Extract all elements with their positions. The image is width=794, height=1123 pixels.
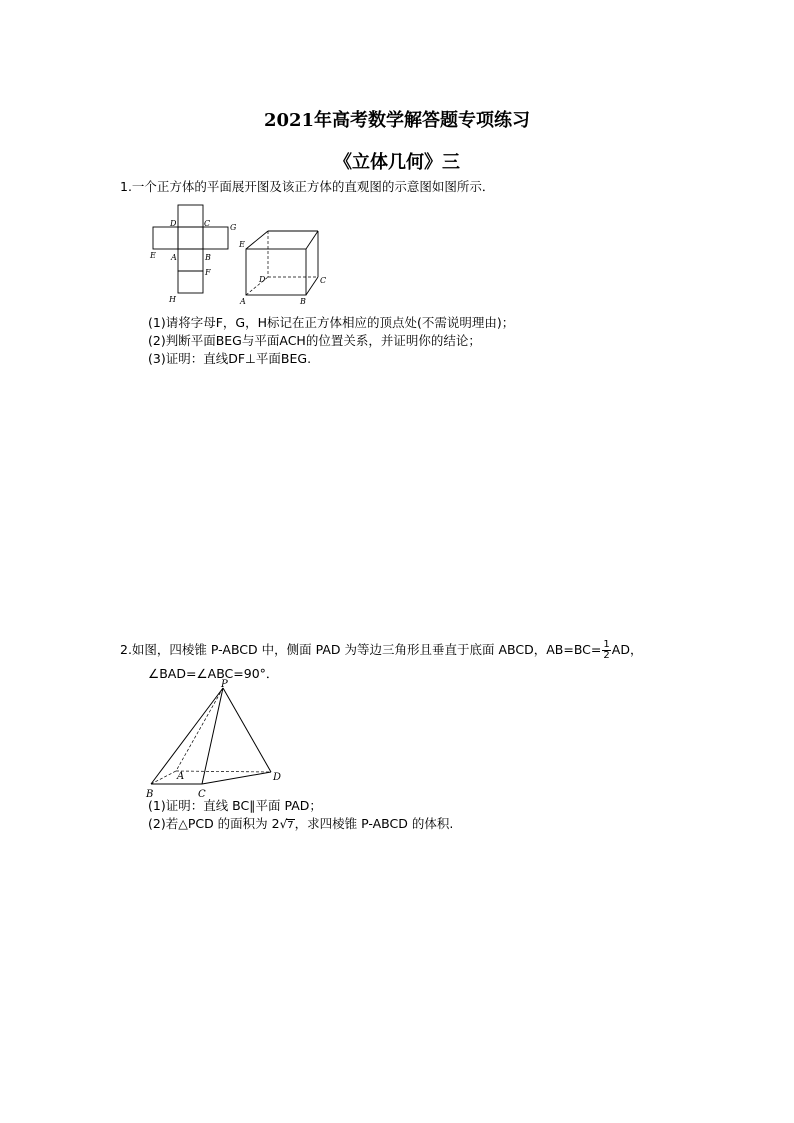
q2-sub2-part-b: ，求四棱锥 P-ABCD 的体积. xyxy=(294,816,454,831)
q1-cube-net-figure xyxy=(148,203,240,307)
net-label-H: H xyxy=(169,295,176,304)
q2-fraction-numerator: 1 xyxy=(603,639,610,650)
q2-sub1: (1)证明：直线 BC∥平面 PAD； xyxy=(148,798,322,813)
net-label-C: C xyxy=(204,219,211,228)
pyramid-label-C: C xyxy=(198,789,206,800)
q2-stem-part-b: AD， xyxy=(611,642,643,657)
q1-sub3: (3)证明：直线DF⊥平面BEG. xyxy=(148,351,312,366)
pyramid-label-D: D xyxy=(273,772,282,783)
q2-angle-condition: ∠BAD=∠ABC=90°． xyxy=(148,666,279,681)
q2-sub2 xyxy=(148,816,453,832)
net-label-B: B xyxy=(205,253,211,262)
net-label-F: F xyxy=(205,268,211,277)
q1-cube-figure xyxy=(236,225,332,308)
pyramid-label-P: P xyxy=(221,679,228,690)
pyramid-label-A: A xyxy=(177,771,185,782)
q1-sub2: (2)判断平面BEG与平面ACH的位置关系，并证明你的结论； xyxy=(148,333,481,348)
cube-label-D: D xyxy=(259,275,266,284)
q2-stem xyxy=(120,640,642,661)
cube-label-A: A xyxy=(240,297,246,306)
cube-label-E: E xyxy=(239,240,245,249)
q1-stem: 1.一个正方体的平面展开图及该正方体的直观图的示意图如图所示． xyxy=(120,179,495,194)
q2-fraction-denominator: 2 xyxy=(603,650,610,661)
net-label-D: D xyxy=(170,219,177,228)
cube-label-C: C xyxy=(320,276,327,285)
q2-sub2-part-a: (2)若△PCD 的面积为 2 xyxy=(148,816,280,831)
pyramid-label-B: B xyxy=(146,789,154,800)
net-label-G: G xyxy=(230,223,237,232)
net-label-E: E xyxy=(150,251,156,260)
q2-pyramid-figure xyxy=(145,678,285,801)
net-label-A: A xyxy=(171,253,177,262)
cube-label-B: B xyxy=(300,297,306,306)
sqrt-sign: √ xyxy=(279,817,288,831)
q2-stem-part-a: 2.如图，四棱锥 P-ABCD 中，侧面 PAD 为等边三角形且垂直于底面 ABCD，AB=BC= xyxy=(120,642,602,657)
page-title-line1: 2021年高考数学解答题专项练习 xyxy=(263,110,531,131)
page-title-line2: 《立体几何》三 xyxy=(334,152,460,173)
q2-radicand: 7 xyxy=(287,820,294,831)
q1-sub1: (1)请将字母F，G，H标记在正方体相应的顶点处(不需说明理由)； xyxy=(148,315,515,330)
q2-fraction xyxy=(602,640,610,661)
